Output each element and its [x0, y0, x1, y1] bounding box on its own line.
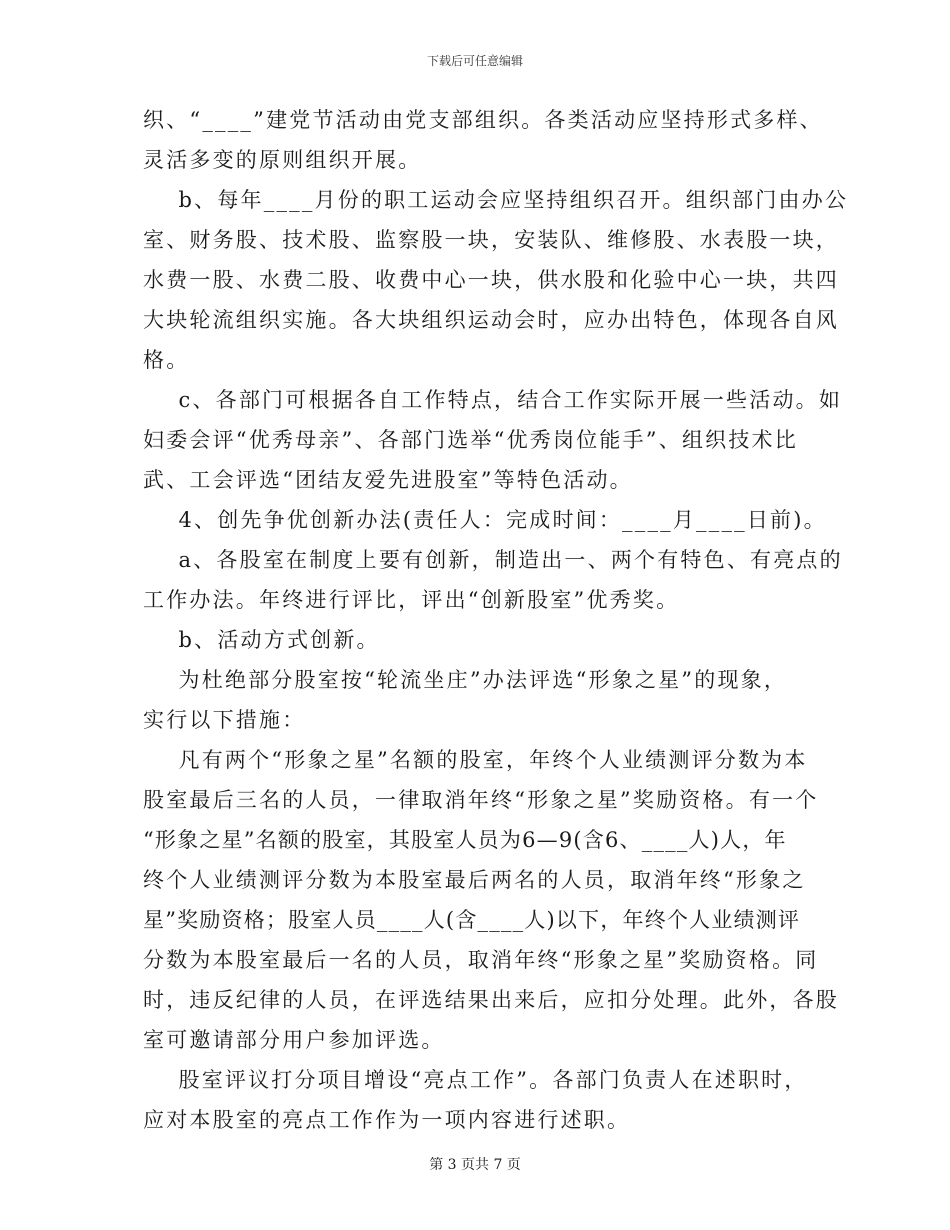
- body-line: b、每年____月份的职工运动会应坚持组织召开。组织部门由办公: [143, 188, 849, 212]
- body-line: 为杜绝部分股室按“轮流坐庄”办法评选“形象之星”的现象，: [143, 668, 788, 692]
- body-line: 格。: [143, 348, 190, 372]
- body-line: 妇委会评“优秀母亲”、各部门选举“优秀岗位能手”、组织技术比: [143, 428, 798, 452]
- body-line: 大块轮流组织实施。各大块组织运动会时，应办出特色，体现各自风: [143, 308, 839, 332]
- page-number: 第 3 页共 7 页: [429, 1157, 521, 1173]
- page-header-note: 下载后可任意编辑: [426, 54, 523, 68]
- body-line: 星”奖励资格；股室人员____人(含____人)以下，年终个人业绩测评: [143, 908, 801, 932]
- body-line: 实行以下措施：: [143, 708, 306, 732]
- body-line: a、各股室在制度上要有创新，制造出一、两个有特色、有亮点的: [143, 548, 843, 572]
- body-line: 工作办法。年终进行评比，评出“创新股室”优秀奖。: [143, 588, 680, 612]
- body-line: 股室评议打分项目增设“亮点工作”。各部门负责人在述职时，: [143, 1068, 808, 1092]
- body-line: 灵活多变的原则组织开展。: [143, 148, 422, 172]
- body-line: 室可邀请部分用户参加评选。: [143, 1028, 445, 1052]
- body-line: “形象之星”名额的股室，其股室人员为6—9(含6、____人)人，年: [143, 828, 787, 852]
- body-line: 织、“____”建党节活动由党支部组织。各类活动应坚持形式多样、: [143, 108, 823, 132]
- body-line: 时，违反纪律的人员，在评选结果出来后，应扣分处理。此外，各股: [143, 988, 839, 1012]
- section-heading-line: 4、创先争优创新办法(责任人：完成时间：____月____日前)。: [143, 508, 827, 532]
- document-body: [143, 100, 849, 1140]
- body-line: 室、财务股、技术股、监察股一块，安装队、维修股、水表股一块，: [143, 228, 839, 252]
- body-line: 应对本股室的亮点工作作为一项内容进行述职。: [143, 1108, 631, 1132]
- body-line: 股室最后三名的人员，一律取消年终“形象之星”奖励资格。有一个: [143, 788, 819, 812]
- body-line: 武、工会评选“团结友爱先进股室”等特色活动。: [143, 468, 633, 492]
- body-line: 终个人业绩测评分数为本股室最后两名的人员，取消年终“形象之: [143, 868, 806, 892]
- body-line: 水费一股、水费二股、收费中心一块，供水股和化验中心一块，共四: [143, 268, 839, 292]
- body-line: 凡有两个“形象之星”名额的股室，年终个人业绩测评分数为本: [143, 748, 808, 772]
- body-line: c、各部门可根据各自工作特点，结合工作实际开展一些活动。如: [143, 388, 843, 412]
- body-line: b、活动方式创新。: [143, 628, 380, 652]
- body-line: 分数为本股室最后一名的人员，取消年终“形象之星”奖励资格。同: [143, 948, 819, 972]
